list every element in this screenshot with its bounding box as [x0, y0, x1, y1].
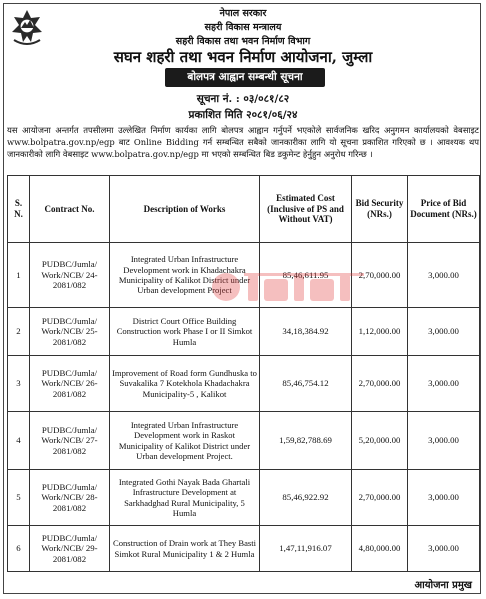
cell-contract: PUDBC/Jumla/ Work/NCB/ 28-2081/082 [30, 470, 110, 526]
cell-price: 3,000.00 [408, 526, 480, 572]
cell-price: 3,000.00 [408, 243, 480, 308]
cell-sn: 5 [8, 470, 30, 526]
works-table [7, 175, 480, 572]
published-date: प्रकाशित मिति २०८१/०६/२४ [188, 109, 298, 121]
header-cost: Estimated Cost (Inclusive of PS and Without VAT) [260, 176, 352, 243]
cell-description: Integrated Urban Infrastructure Development work in Khadachakra Municipality of Kalikot District under Urban development Project [110, 243, 260, 308]
cell-cost: 85,46,754.12 [260, 356, 352, 412]
header-contract: Contract No. [30, 176, 110, 243]
cell-price: 3,000.00 [408, 356, 480, 412]
table-row [8, 412, 480, 470]
header-security: Bid Security (NRs.) [352, 176, 408, 243]
cell-description: Improvement of Road form Gundhuska to Suvakalika 7 Kotekhola Khadachakra Municipality-5 , Kalikot [110, 356, 260, 412]
cell-sn: 3 [8, 356, 30, 412]
cell-contract: PUDBC/Jumla/ Work/NCB/ 27-2081/082 [30, 412, 110, 470]
table-row [8, 470, 480, 526]
header-description: Description of Works [110, 176, 260, 243]
cell-price: 3,000.00 [408, 470, 480, 526]
cell-price: 3,000.00 [408, 308, 480, 356]
cell-sn: 6 [8, 526, 30, 572]
header-sn: S. N. [8, 176, 30, 243]
cell-cost: 34,18,384.92 [260, 308, 352, 356]
table-row [8, 526, 480, 572]
cell-cost: 85,46,611.95 [260, 243, 352, 308]
intro-paragraph: यस आयोजना अन्तर्गत तपसीलमा उल्लेखित निर्माण कार्यका लागि बोलपत्र आह्वान गर्नुपर्ने भएकोले सार्वजनिक खरिद अनुगमन कार्यालयको वेबसाइट www.bolpatra.gov.np/egp बाट Online Bidding गर्न सम्बन्धित सबैको जानकारीका लागि यो सूचना प्रकाशित गरिएको छ । आवश्यक थप जानकारीको लागि वेबसाइट www.bolpatra.gov.np/egp मा भएको सम्बन्धित बिड डकुमेन्ट हेर्नुहुन अनुरोध गरिन्छ । [7, 125, 479, 160]
cell-description: Integrated Urban Infrastructure Development work in Raskot Municipality of Kalikot District under Urban development Project. [110, 412, 260, 470]
ministry-title: सहरी विकास मन्त्रालय [204, 22, 282, 33]
cell-contract: PUDBC/Jumla/ Work/NCB/ 29-2081/082 [30, 526, 110, 572]
cell-security: 2,70,000.00 [352, 470, 408, 526]
organization-title: सघन शहरी तथा भवन निर्माण आयोजना, जुम्ला [113, 48, 373, 66]
notice-banner: बोलपत्र आह्वान सम्बन्धी सूचना [165, 68, 325, 87]
cell-sn: 4 [8, 412, 30, 470]
project-chief-signature: आयोजना प्रमुख [414, 580, 472, 591]
government-title: नेपाल सरकार [219, 8, 267, 19]
cell-description: Integrated Gothi Nayak Bada Ghartali Infrastructure Development at Sarkhadghad Rural Municipality, 5 Humla [110, 470, 260, 526]
cell-cost: 1,59,82,788.69 [260, 412, 352, 470]
table-header-row [8, 176, 480, 243]
cell-sn: 1 [8, 243, 30, 308]
cell-security: 4,80,000.00 [352, 526, 408, 572]
cell-security: 1,12,000.00 [352, 308, 408, 356]
cell-price: 3,000.00 [408, 412, 480, 470]
table-row [8, 356, 480, 412]
cell-description: District Court Office Building Construction work Phase I or II Simkot Humla [110, 308, 260, 356]
cell-contract: PUDBC/Jumla/ Work/NCB/ 25-2081/082 [30, 308, 110, 356]
cell-contract: PUDBC/Jumla/ Work/NCB/ 24-2081/082 [30, 243, 110, 308]
cell-sn: 2 [8, 308, 30, 356]
table-row [8, 243, 480, 308]
cell-description: Construction of Drain work at They Basti Simkot Rural Municipality 1 & 2 Humla [110, 526, 260, 572]
cell-contract: PUDBC/Jumla/ Work/NCB/ 26-2081/082 [30, 356, 110, 412]
table-row [8, 308, 480, 356]
cell-cost: 1,47,11,916.07 [260, 526, 352, 572]
cell-cost: 85,46,922.92 [260, 470, 352, 526]
department-title: सहरी विकास तथा भवन निर्माण विभाग [175, 36, 311, 47]
cell-security: 2,70,000.00 [352, 356, 408, 412]
header-price: Price of Bid Document (NRs.) [408, 176, 480, 243]
cell-security: 2,70,000.00 [352, 243, 408, 308]
cell-security: 5,20,000.00 [352, 412, 408, 470]
notice-number: सूचना नं. : ०३/०८१/८२ [196, 93, 290, 105]
